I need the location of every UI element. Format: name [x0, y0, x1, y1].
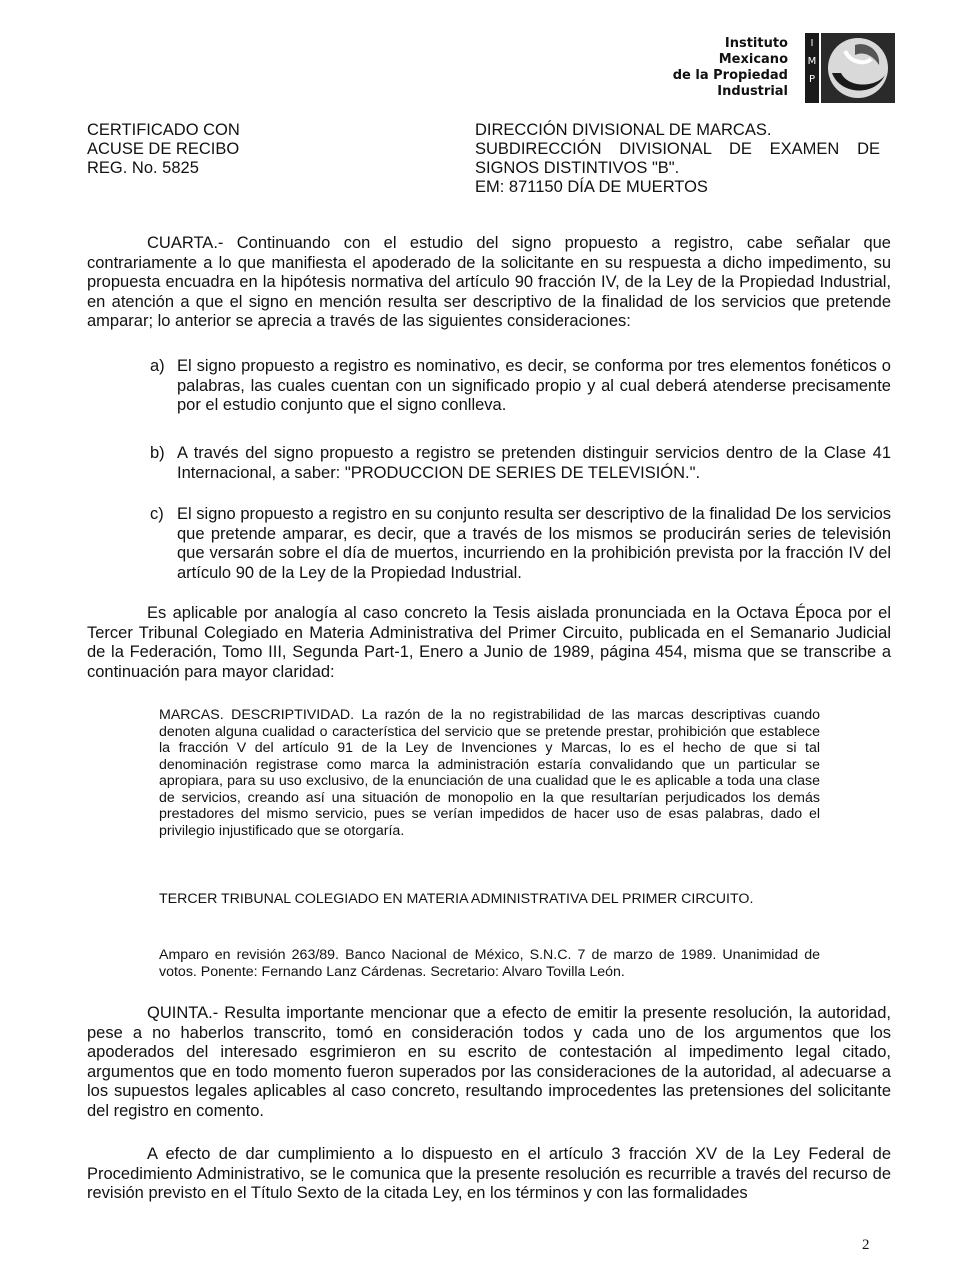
- paragraph-tesis: [87, 604, 891, 682]
- subdireccion-line: SUBDIRECCIÓN DIVISIONAL DE EXAMEN DE: [475, 140, 880, 158]
- cuarta-text: CUARTA.- Continuando con el estudio del signo propuesto a registro, cabe señalar que contrariamente a lo que manifiesta el apoderado de la solicitante en su respuesta a dicho impedimento, su propuesta encuadra en la hipótesis normativa del artículo 90 fracción IV, de la Ley de la Propiedad Industrial, en atención a que el signo en mención resulta ser descriptivo de la finalidad de los servicios que pretende amparar; lo anterior se aprecia a través de las siguientes consideraciones:: [87, 234, 891, 330]
- item-label: a): [150, 357, 165, 375]
- paragraph-quinta: [87, 1004, 891, 1121]
- acuse-line: ACUSE DE RECIBO: [87, 140, 240, 158]
- list-item-a: [150, 357, 891, 416]
- item-label: c): [150, 505, 164, 523]
- quote-body: MARCAS. DESCRIPTIVIDAD. La razón de la no registrabilidad de las marcas descriptivas cuando denoten alguna cualidad o característica del servicio que se pretende prestar, prohibición que establece la fracción V del artículo 91 de la Ley de Invenciones y Marcas, lo es el hecho de que si tal denominación registrase como marca la administración estaría convalidando que un particular se apropiara, para su uso exclusivo, de la enunciación de una cualidad que le es aplicable a toda una clase de servicios, creando así una situación de monopolio en la que resultarían perjudicados los demás prestadores del mismo servicio, pues se verían impedidos de hacer uso de esas palabras, dado el privilegio injustificado que se otorgaría.: [159, 707, 820, 839]
- quoted-thesis: [159, 707, 820, 839]
- paragraph-cuarta: [87, 234, 891, 332]
- item-label: b): [150, 444, 165, 462]
- page-number: 2: [862, 1237, 870, 1253]
- list-item-b: [150, 444, 891, 483]
- quoted-court: [159, 891, 820, 908]
- signos-line: SIGNOS DISTINTIVOS "B".: [475, 159, 680, 177]
- quote-citation: Amparo en revisión 263/89. Banco Nacional de México, S.N.C. 7 de marzo de 1989. Unanimidad de votos. Ponente: Fernando Lanz Cárdenas. Secretario: Alvaro Tovilla León.: [159, 947, 820, 980]
- item-text: A través del signo propuesto a registro se pretenden distinguir servicios dentro de la Clase 41 Internacional, a saber: "PRODUCCION DE SERIES DE TELEVISIÓN.".: [177, 444, 891, 482]
- institution-line-4: Industrial: [717, 84, 788, 99]
- direccion-line: DIRECCIÓN DIVISIONAL DE MARCAS.: [475, 121, 772, 139]
- institution-line-2: Mexicano: [718, 52, 788, 67]
- logo-letter-m: M: [807, 56, 817, 67]
- impi-logo-icon: [805, 33, 895, 103]
- delivery-header: [87, 121, 327, 178]
- institution-line-3: de la Propiedad: [672, 68, 788, 83]
- institution-name: [673, 36, 788, 100]
- certificado-line: CERTIFICADO CON: [87, 121, 240, 139]
- quote-court: TERCER TRIBUNAL COLEGIADO EN MATERIA ADMINISTRATIVA DEL PRIMER CIRCUITO.: [159, 891, 754, 907]
- registro-line: REG. No. 5825: [87, 159, 199, 177]
- logo-letter-i: I: [810, 38, 814, 49]
- expediente-line: EM: 871150 DÍA DE MUERTOS: [475, 178, 708, 196]
- institution-line-1: Instituto: [724, 36, 788, 51]
- list-item-c: [150, 505, 891, 583]
- quinta-text: QUINTA.- Resulta importante mencionar que a efecto de emitir la presente resolución, la autoridad, pese a no haberlos transcrito, tomó en consideración todos y cada uno de los argumentos que los apoderados del interesado esgrimieron en su escrito de contestación al impedimento legal citado, argumentos que en todo momento fueron superados por las consideraciones de la autoridad, al adecuarse a los supuestos legales aplicables al caso concreto, resultando improcedentes las pretensiones del solicitante del registro en comento.: [87, 1004, 891, 1120]
- final-text: A efecto de dar cumplimiento a lo dispuesto en el artículo 3 fracción XV de la Ley Federal de Procedimiento Administrativo, se le comunica que la presente resolución es recurrible a través del recurso de revisión previsto en el Título Sexto de la citada Ley, en los términos y con las formalidades: [87, 1145, 891, 1202]
- department-header: [475, 121, 880, 197]
- paragraph-final: [87, 1145, 891, 1204]
- quoted-citation: [159, 947, 820, 980]
- item-text: El signo propuesto a registro es nominativo, es decir, se conforma por tres elementos fonéticos o palabras, las cuales cuentan con un significado propio y al cual deberá atenderse precisamente por el estudio conjunto que el signo conlleva.: [177, 357, 891, 414]
- tesis-text: Es aplicable por analogía al caso concreto la Tesis aislada pronunciada en la Octava Época por el Tercer Tribunal Colegiado en Materia Administrativa del Primer Circuito, publicada en el Semanario Judicial de la Federación, Tomo III, Segunda Part-1, Enero a Junio de 1989, página 454, misma que se transcribe a continuación para mayor claridad:: [87, 604, 891, 681]
- logo-letter-p: P: [808, 74, 816, 85]
- item-text: El signo propuesto a registro en su conjunto resulta ser descriptivo de la finalidad De los servicios que pretende amparar, es decir, que a través de los mismos se producirán series de televisión que versarán sobre el día de muertos, incurriendo en la prohibición prevista por la fracción IV del artículo 90 de la Ley de la Propiedad Industrial.: [177, 505, 891, 582]
